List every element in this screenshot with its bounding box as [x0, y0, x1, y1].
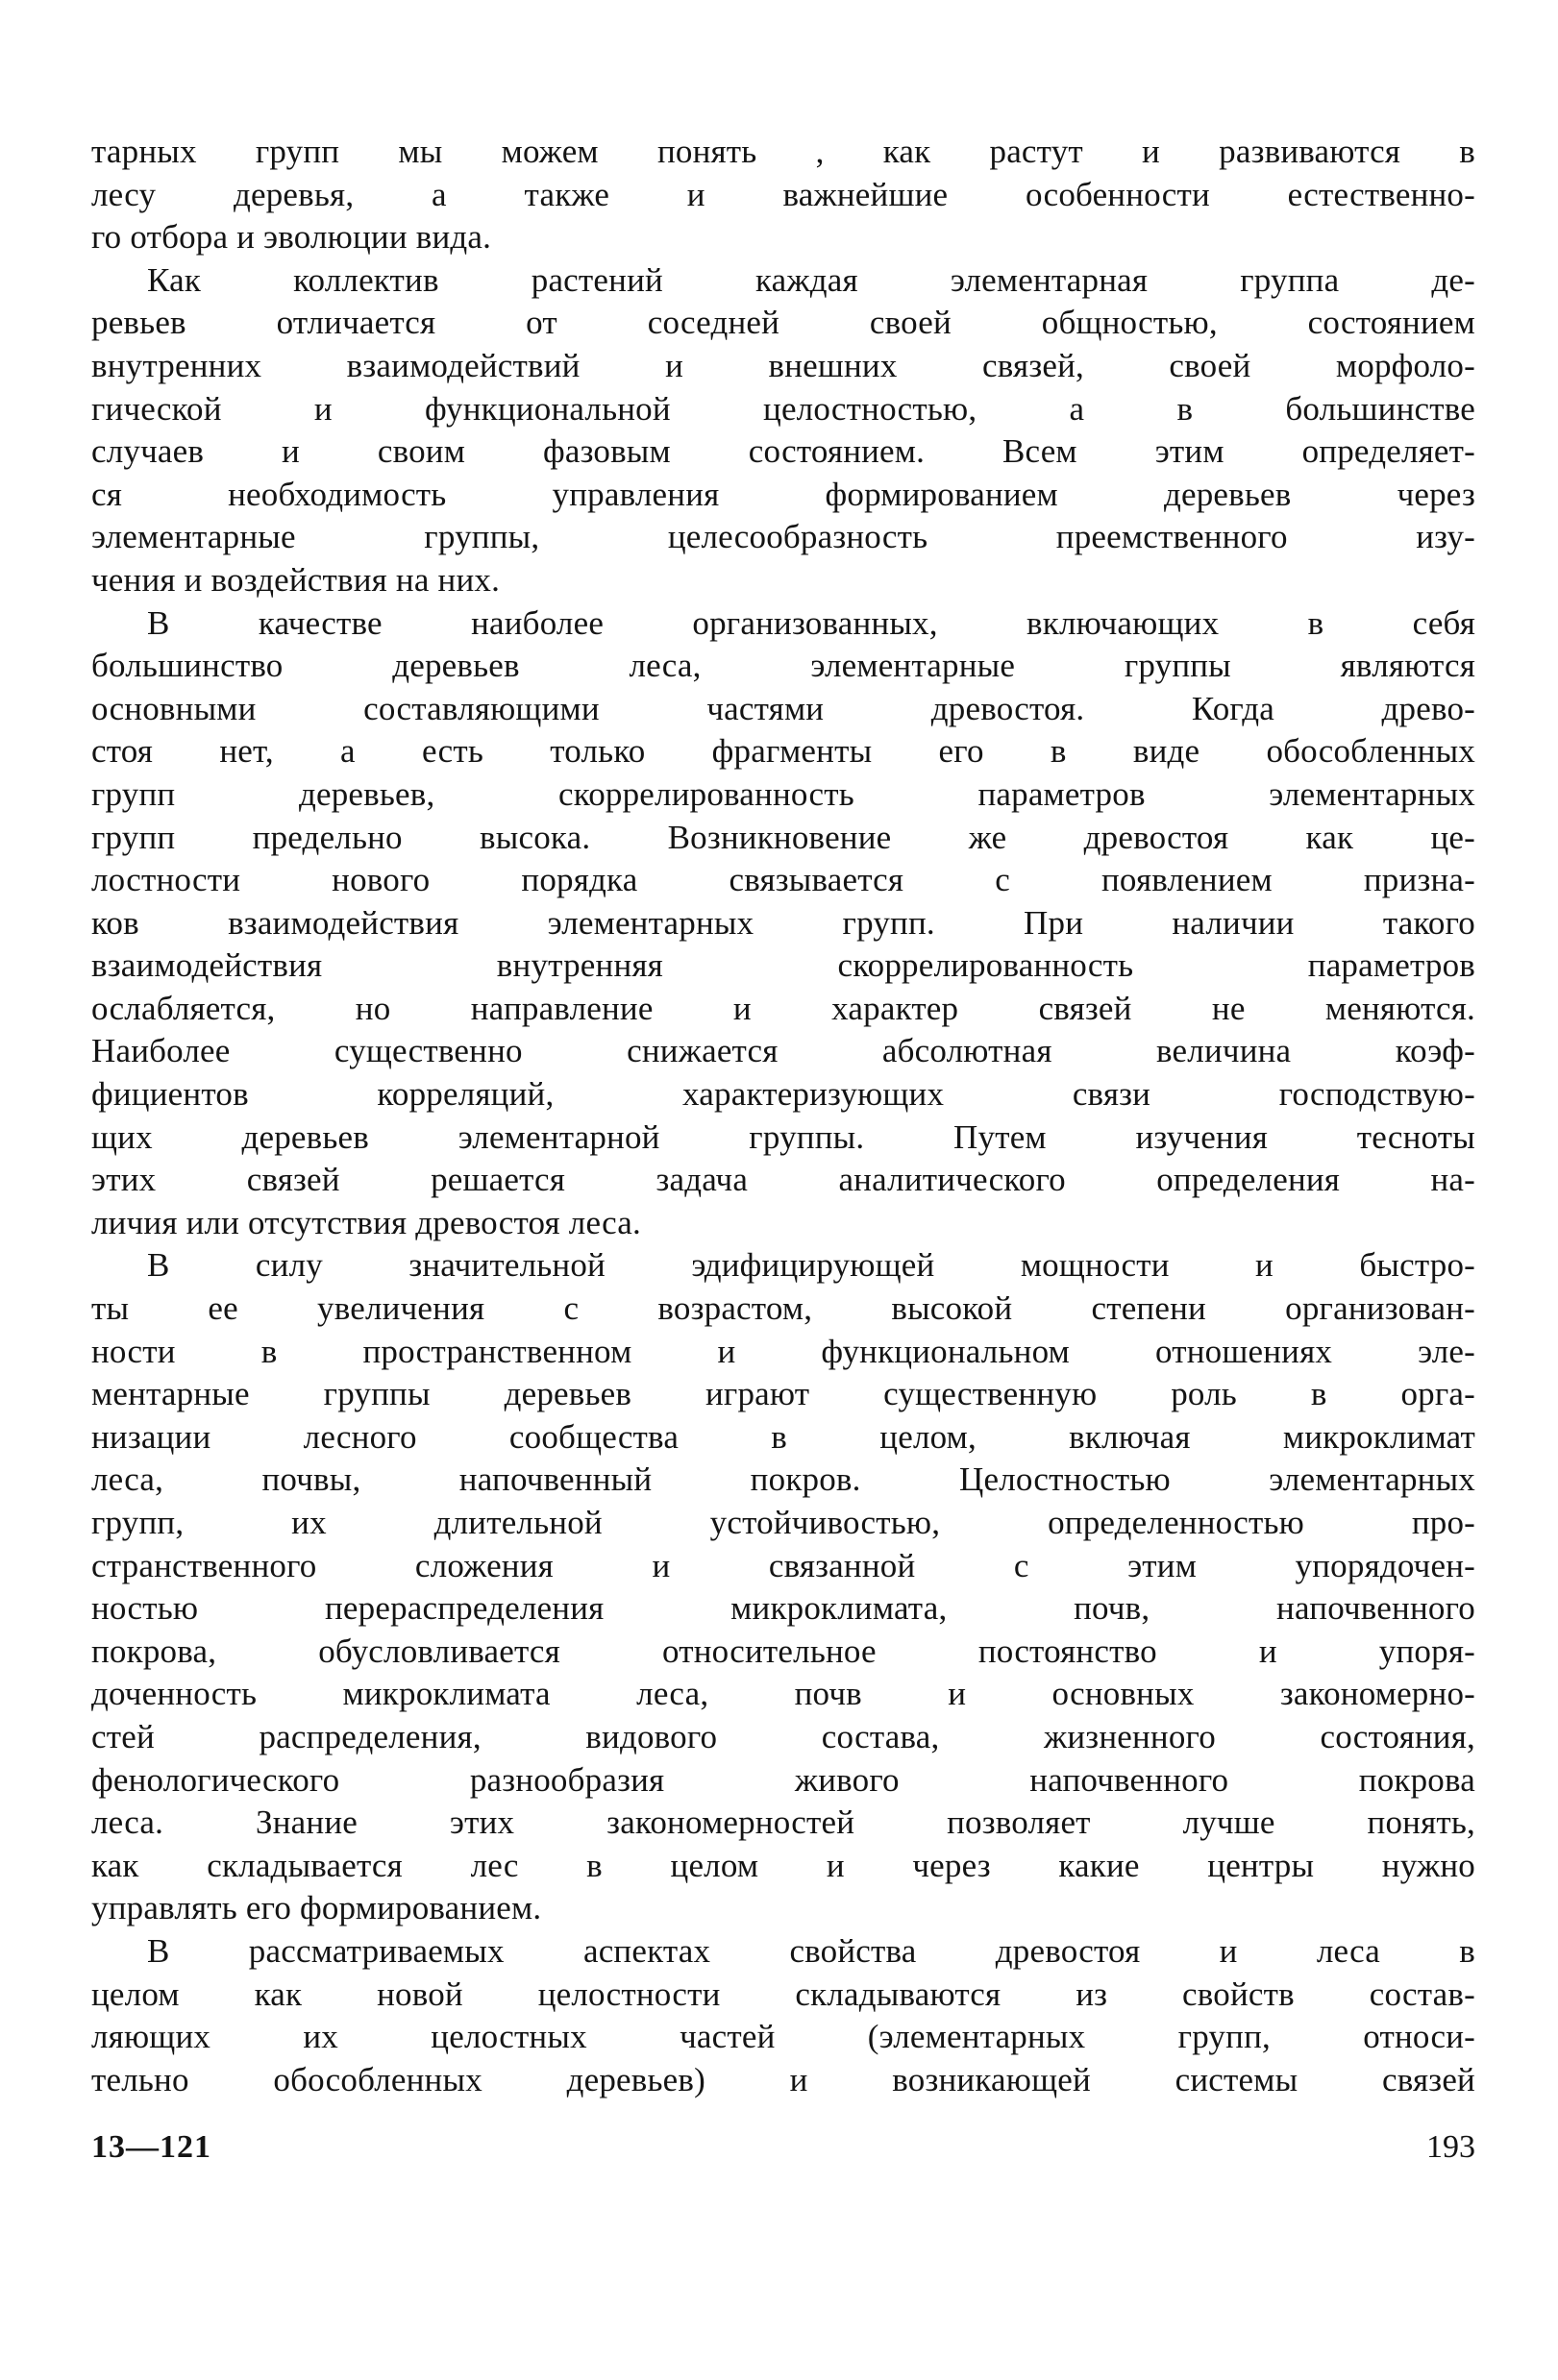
text-line: щих деревьев элементарной группы. Путем изучения тесноты — [91, 1117, 1475, 1156]
text-line: групп предельно высока. Возникновение же древостоя как це- — [91, 818, 1475, 856]
text-line: В качестве наиболее организованных, включающих в себя — [147, 603, 1475, 642]
text-line: стоя нет, а есть только фрагменты его в виде обособленных — [91, 732, 1475, 771]
text-line: тельно обособленных деревьев) и возникающей системы связей — [91, 2060, 1475, 2098]
text-line: тарных групп мы можем понять , как растут и развиваются в — [91, 133, 1475, 170]
text-line: Наиболее существенно снижается абсолютная величина коэф- — [91, 1032, 1475, 1070]
text-line: основными составляющими частями древостоя. Когда древо- — [91, 689, 1475, 727]
text-line: низации лесного сообщества в целом, включая микроклимат — [91, 1417, 1475, 1456]
text-line: лесу деревья, а также и важнейшие особенности естественно- — [91, 175, 1475, 213]
text-line: управлять его формированием. — [91, 1889, 542, 1927]
text-line: фициентов корреляций, характеризующих связи господствую- — [91, 1075, 1475, 1114]
text-line: ляющих их целостных частей (элементарных групп, относи- — [91, 2018, 1475, 2056]
text-line: фенологического разнообразия живого напочвенного покрова — [91, 1760, 1475, 1799]
text-line: гической и функциональной целостностью, а в большинстве — [91, 389, 1475, 428]
text-line: В рассматриваемых аспектах свойства древостоя и леса в — [147, 1931, 1475, 1970]
text-line: внутренних взаимодействий и внешних связей, своей морфоло- — [91, 346, 1475, 384]
text-line: доченность микроклимата леса, почв и основных закономерно- — [91, 1675, 1475, 1713]
text-line: элементарные группы, целесообразность преемственного изу- — [91, 518, 1475, 556]
text-line: ков взаимодействия элементарных групп. При наличии такого — [91, 903, 1475, 942]
text-line: странственного сложения и связанной с этим упорядочен- — [91, 1546, 1475, 1584]
text-line: групп деревьев, скоррелированность параметров элементарных — [91, 774, 1475, 813]
text-line: взаимодействия внутренняя скоррелированность параметров — [91, 946, 1475, 985]
text-line: ся необходимость управления формированием деревьев через — [91, 475, 1475, 513]
text-line: ты ее увеличения с возрастом, высокой степени организован- — [91, 1289, 1475, 1328]
text-line: В силу значительной эдифицирующей мощности и быстро- — [147, 1246, 1475, 1285]
text-line: Как коллектив растений каждая элементарная группа де- — [147, 260, 1475, 299]
text-line: целом как новой целостности складываются из свойств состав- — [91, 1975, 1475, 2013]
page-footer — [91, 2129, 1475, 2166]
text-line: личия или отсутствия древостоя леса. — [91, 1203, 641, 1241]
text-line: большинство деревьев леса, элементарные группы являются — [91, 647, 1475, 685]
text-line: го отбора и эволюции вида. — [91, 218, 492, 257]
text-lines — [91, 131, 1475, 2101]
text-line: лостности нового порядка связывается с появлением призна- — [91, 861, 1475, 899]
text-line: ослабляется, но направление и характер связей не меняются. — [91, 989, 1475, 1027]
page-number: 193 — [1426, 2129, 1475, 2165]
text-line: леса, почвы, напочвенный покров. Целостностью элементарных — [91, 1460, 1475, 1499]
text-line: случаев и своим фазовым состоянием. Всем этим определяет- — [91, 432, 1475, 471]
text-line: этих связей решается задача аналитического определения на- — [91, 1161, 1475, 1199]
text-line: групп, их длительной устойчивостью, определенностью про- — [91, 1504, 1475, 1541]
text-line: ревьев отличается от соседней своей общностью, состоянием — [91, 304, 1475, 342]
text-line: ности в пространственном и функциональном отношениях эле- — [91, 1332, 1475, 1370]
text-line: стей распределения, видового состава, жизненного состояния, — [91, 1717, 1475, 1755]
print-signature: 13—121 — [91, 2129, 211, 2165]
text-line: как складывается лес в целом и через какие центры нужно — [91, 1846, 1475, 1884]
text-line: ментарные группы деревьев играют существенную роль в орга- — [91, 1375, 1475, 1413]
text-line: покрова, обусловливается относительное постоянство и упоря- — [91, 1632, 1475, 1670]
text-line: ностью перераспределения микроклимата, почв, напочвенного — [91, 1589, 1475, 1628]
text-line: чения и воздействия на них. — [91, 560, 501, 599]
text-line: леса. Знание этих закономерностей позволяет лучше понять, — [91, 1803, 1475, 1842]
